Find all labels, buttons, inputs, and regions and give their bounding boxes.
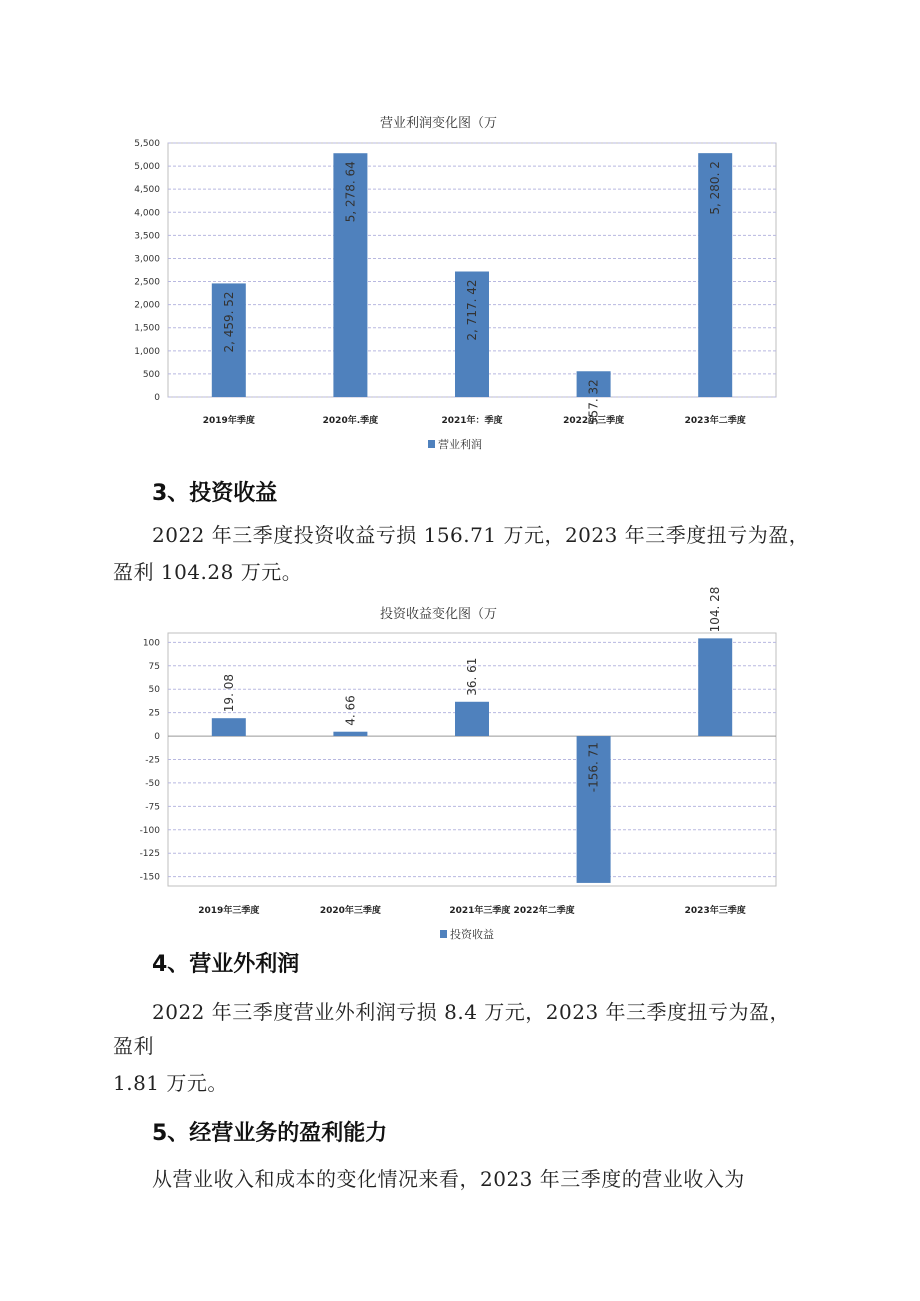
data-label: 104. 28 xyxy=(708,586,723,633)
x-tick-label: 2020年三季度 xyxy=(319,906,381,916)
y-tick-label: -25 xyxy=(145,755,160,766)
data-label: 2, 717. 42 xyxy=(465,279,479,341)
data-label: 19. 08 xyxy=(221,674,236,713)
data-label: 36. 61 xyxy=(465,657,479,696)
y-tick-label: -50 xyxy=(145,778,160,789)
legend-label: 营业利润 xyxy=(438,438,482,451)
section-3-para-line2: 盈利 104.28 万元。 xyxy=(113,560,303,584)
y-tick-label: 1,500 xyxy=(134,323,160,334)
x-tick-label: 2023年二季度 xyxy=(684,416,746,426)
legend-label: 投资收益 xyxy=(450,928,494,941)
y-tick-label: 2,500 xyxy=(134,277,160,288)
section-3-para-line1: 2022 年三季度投资收益亏损 156.71 万元，2023 年三季度扭亏为盈， xyxy=(152,523,810,547)
x-tick-label: 2021年三季度 2022年二季度 xyxy=(449,906,575,916)
legend-swatch xyxy=(440,930,447,938)
y-tick-label: 0 xyxy=(154,732,160,743)
y-tick-label: -75 xyxy=(145,802,160,813)
section-4-para-line2: 盈利 xyxy=(113,1034,154,1058)
x-tick-label: 2019年三季度 xyxy=(198,906,260,916)
section-4-para-line1: 2022 年三季度营业外利润亏损 8.4 万元，2023 年三季度扭亏为盈， xyxy=(152,1000,791,1024)
y-tick-label: 1,000 xyxy=(134,346,160,357)
y-tick-label: 25 xyxy=(148,708,160,719)
y-tick-label: 50 xyxy=(148,685,160,696)
data-label: 5, 280. 2 xyxy=(708,161,723,215)
chart2-title: 投资收益变化图（万 xyxy=(380,607,498,622)
y-tick-label: -125 xyxy=(139,849,160,860)
bar xyxy=(333,732,367,736)
bar xyxy=(698,638,732,736)
bar xyxy=(455,702,489,736)
y-tick-label: 3,000 xyxy=(134,254,160,265)
y-tick-label: 100 xyxy=(142,638,160,649)
y-tick-label: 3,500 xyxy=(134,231,160,242)
y-tick-label: -100 xyxy=(139,825,160,836)
bar xyxy=(212,718,246,736)
data-label: 5, 278. 64 xyxy=(343,161,358,223)
section-5-para-line1: 从营业收入和成本的变化情况来看，2023 年三季度的营业收入为 xyxy=(152,1167,745,1191)
y-tick-label: 4,000 xyxy=(134,208,160,219)
data-label: 2, 459. 52 xyxy=(221,291,236,353)
x-tick-label: 2019年季度 xyxy=(202,416,255,426)
y-tick-label: 2,000 xyxy=(134,300,160,311)
section-4-para-line3: 1.81 万元。 xyxy=(113,1071,228,1095)
y-tick-label: 500 xyxy=(142,369,160,380)
y-tick-label: 5,500 xyxy=(134,139,160,149)
y-tick-label: 0 xyxy=(154,393,160,403)
y-tick-label: 4,500 xyxy=(134,185,160,196)
data-label: -156. 71 xyxy=(586,742,601,793)
section-5-heading: 5、经营业务的盈利能力 xyxy=(152,1121,388,1146)
data-label: 4. 66 xyxy=(343,695,358,726)
x-tick-label: 2020年.季度 xyxy=(322,416,379,426)
section-4-heading: 4、营业外利润 xyxy=(152,952,300,977)
x-tick-label: 2021年：季度 xyxy=(441,416,503,426)
y-tick-label: 75 xyxy=(148,661,160,672)
x-tick-label: 2023年三季度 xyxy=(684,906,746,916)
chart1-title: 营业利润变化图（万 xyxy=(380,116,498,131)
data-label: 557. 32 xyxy=(586,379,601,426)
y-tick-label: 5,000 xyxy=(134,162,160,173)
x-tick-label: 2022年三季度 xyxy=(563,416,625,426)
section-3-heading: 3、投资收益 xyxy=(152,481,278,506)
y-tick-label: -150 xyxy=(139,872,160,883)
